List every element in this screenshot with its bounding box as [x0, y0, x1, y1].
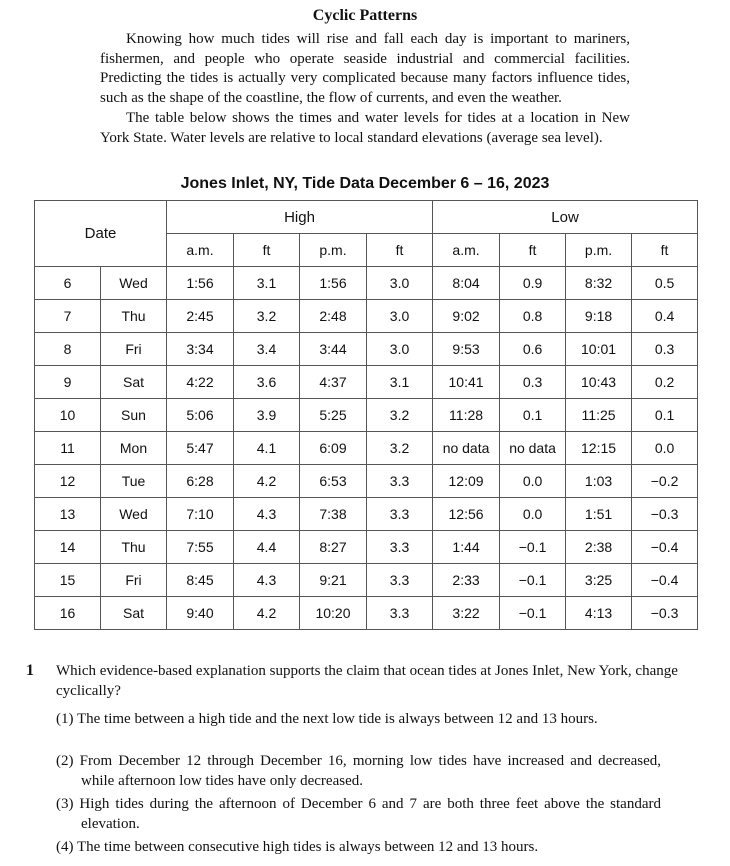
high-pm-level-cell: 3.2 — [367, 399, 433, 432]
low-pm-time-cell: 10:01 — [566, 333, 632, 366]
low-am-level-cell: −0.1 — [500, 597, 566, 630]
high-am-level-cell: 3.2 — [234, 300, 300, 333]
high-am-time-cell: 8:45 — [167, 564, 234, 597]
low-am-level-cell: −0.1 — [500, 564, 566, 597]
low-pm-time-cell: 1:51 — [566, 498, 632, 531]
low-pm-level-cell: 0.2 — [632, 366, 698, 399]
low-am-time-cell: 11:28 — [433, 399, 500, 432]
low-am-time-cell: 9:53 — [433, 333, 500, 366]
high-pm-level-cell: 3.3 — [367, 564, 433, 597]
high-pm-time-cell: 9:21 — [300, 564, 367, 597]
weekday-cell: Tue — [101, 465, 167, 498]
date-header: Date — [35, 201, 167, 267]
low-am-time-cell: 3:22 — [433, 597, 500, 630]
high-pm-header: p.m. — [300, 234, 367, 267]
day-number-cell: 6 — [35, 267, 101, 300]
high-am-level-cell: 4.1 — [234, 432, 300, 465]
day-number-cell: 13 — [35, 498, 101, 531]
low-pm-level-cell: 0.4 — [632, 300, 698, 333]
high-pm-level-cell: 3.3 — [367, 498, 433, 531]
low-pm-time-cell: 8:32 — [566, 267, 632, 300]
low-am-level-cell: 0.1 — [500, 399, 566, 432]
day-number-cell: 10 — [35, 399, 101, 432]
day-number-cell: 7 — [35, 300, 101, 333]
high-am-level-cell: 3.6 — [234, 366, 300, 399]
high-header: High — [167, 201, 433, 234]
high-pm-level-cell: 3.0 — [367, 300, 433, 333]
day-number-cell: 11 — [35, 432, 101, 465]
day-number-cell: 15 — [35, 564, 101, 597]
low-header: Low — [433, 201, 698, 234]
high-am-time-cell: 5:06 — [167, 399, 234, 432]
weekday-cell: Wed — [101, 267, 167, 300]
table-row — [35, 333, 698, 366]
high-am-level-cell: 4.3 — [234, 564, 300, 597]
answer-option-3[interactable]: (3) High tides during the afternoon of December 6 and 7 are both three feet above the standard elevation. — [56, 796, 661, 832]
high-am-level-cell: 4.2 — [234, 597, 300, 630]
weekday-cell: Sat — [101, 597, 167, 630]
low-pm-time-cell: 3:25 — [566, 564, 632, 597]
low-pm-level-cell: −0.4 — [632, 531, 698, 564]
low-pm-level-cell: 0.5 — [632, 267, 698, 300]
high-pm-time-cell: 6:53 — [300, 465, 367, 498]
table-description-text: The table below shows the times and water levels for tides at a location in New York State. Water levels are relative to local standard elevations (average sea level). — [100, 110, 630, 146]
high-pm-level-cell: 3.3 — [367, 531, 433, 564]
low-am-time-cell: 1:44 — [433, 531, 500, 564]
question-stem: Which evidence-based explanation supports the claim that ocean tides at Jones Inlet, New York, change cyclically? — [56, 663, 678, 699]
day-number-cell: 14 — [35, 531, 101, 564]
low-am-time-cell: 12:09 — [433, 465, 500, 498]
low-pm-level-cell: 0.1 — [632, 399, 698, 432]
high-am-level-cell: 4.4 — [234, 531, 300, 564]
high-am-time-cell: 9:40 — [167, 597, 234, 630]
high-am-time-cell: 2:45 — [167, 300, 234, 333]
high-pm-level-cell: 3.3 — [367, 597, 433, 630]
low-pm-time-cell: 1:03 — [566, 465, 632, 498]
table-body — [35, 267, 698, 630]
high-pm-time-cell: 6:09 — [300, 432, 367, 465]
low-am-time-cell: 12:56 — [433, 498, 500, 531]
low-am-time-cell: 9:02 — [433, 300, 500, 333]
table-row — [35, 267, 698, 300]
table-description-paragraph — [100, 109, 630, 148]
weekday-cell: Sun — [101, 399, 167, 432]
low-am-time-cell: no data — [433, 432, 500, 465]
low-am-level-cell: 0.6 — [500, 333, 566, 366]
weekday-cell: Fri — [101, 333, 167, 366]
weekday-cell: Wed — [101, 498, 167, 531]
high-pm-level-cell: 3.1 — [367, 366, 433, 399]
weekday-cell: Mon — [101, 432, 167, 465]
day-number-cell: 8 — [35, 333, 101, 366]
low-am-level-cell: −0.1 — [500, 531, 566, 564]
high-am-time-cell: 6:28 — [167, 465, 234, 498]
table-row — [35, 531, 698, 564]
low-pm-level-cell: −0.3 — [632, 498, 698, 531]
high-am-time-cell: 7:55 — [167, 531, 234, 564]
high-am-time-cell: 7:10 — [167, 498, 234, 531]
low-am-time-cell: 10:41 — [433, 366, 500, 399]
day-number-cell: 12 — [35, 465, 101, 498]
low-am-time-cell: 2:33 — [433, 564, 500, 597]
table-row — [35, 465, 698, 498]
table-row — [35, 597, 698, 630]
table-row — [35, 498, 698, 531]
high-pm-time-cell: 1:56 — [300, 267, 367, 300]
low-pm-time-cell: 12:15 — [566, 432, 632, 465]
low-am-level-cell: 0.0 — [500, 498, 566, 531]
answer-option-1[interactable]: (1) The time between a high tide and the next low tide is always between 12 and 13 hours. — [56, 711, 598, 727]
low-pm-level-cell: −0.2 — [632, 465, 698, 498]
tide-data-table — [34, 200, 698, 630]
high-pm-ft-header: ft — [367, 234, 433, 267]
table-row — [35, 432, 698, 465]
high-am-level-cell: 3.4 — [234, 333, 300, 366]
low-pm-time-cell: 2:38 — [566, 531, 632, 564]
low-pm-header: p.m. — [566, 234, 632, 267]
low-am-time-cell: 8:04 — [433, 267, 500, 300]
high-pm-time-cell: 3:44 — [300, 333, 367, 366]
weekday-cell: Thu — [101, 300, 167, 333]
high-pm-time-cell: 8:27 — [300, 531, 367, 564]
weekday-cell: Sat — [101, 366, 167, 399]
low-am-level-cell: 0.9 — [500, 267, 566, 300]
high-am-level-cell: 4.2 — [234, 465, 300, 498]
weekday-cell: Thu — [101, 531, 167, 564]
weekday-cell: Fri — [101, 564, 167, 597]
low-am-level-cell: 0.0 — [500, 465, 566, 498]
high-am-level-cell: 4.3 — [234, 498, 300, 531]
intro-paragraph-text: Knowing how much tides will rise and fall each day is important to mariners, fishermen, and people who operate seaside industrial and commercial facilities. Predicting the tides is actually very complicated because many factors influence tides, such as the shape of the coastline, the flow of currents, and even the weather. — [100, 31, 630, 106]
question-number: 1 — [26, 662, 34, 679]
high-am-time-cell: 1:56 — [167, 267, 234, 300]
table-row — [35, 399, 698, 432]
high-pm-time-cell: 2:48 — [300, 300, 367, 333]
table-row — [35, 300, 698, 333]
answer-option-2[interactable]: (2) From December 12 through December 16, morning low tides have increased and decreased, while afternoon low tides have only decreased. — [56, 753, 661, 789]
low-pm-time-cell: 4:13 — [566, 597, 632, 630]
high-pm-level-cell: 3.2 — [367, 432, 433, 465]
high-am-time-cell: 3:34 — [167, 333, 234, 366]
day-number-cell: 16 — [35, 597, 101, 630]
high-am-level-cell: 3.9 — [234, 399, 300, 432]
table-row — [35, 564, 698, 597]
low-am-ft-header: ft — [500, 234, 566, 267]
table-row — [35, 366, 698, 399]
low-pm-level-cell: −0.3 — [632, 597, 698, 630]
low-pm-time-cell: 9:18 — [566, 300, 632, 333]
high-am-time-cell: 4:22 — [167, 366, 234, 399]
low-am-level-cell: 0.8 — [500, 300, 566, 333]
high-pm-level-cell: 3.0 — [367, 267, 433, 300]
page-title: Cyclic Patterns — [312, 7, 418, 24]
high-am-ft-header: ft — [234, 234, 300, 267]
high-pm-time-cell: 4:37 — [300, 366, 367, 399]
high-pm-level-cell: 3.0 — [367, 333, 433, 366]
low-pm-time-cell: 10:43 — [566, 366, 632, 399]
low-am-level-cell: no data — [500, 432, 566, 465]
high-pm-level-cell: 3.3 — [367, 465, 433, 498]
low-pm-time-cell: 11:25 — [566, 399, 632, 432]
low-pm-level-cell: 0.0 — [632, 432, 698, 465]
high-am-time-cell: 5:47 — [167, 432, 234, 465]
low-am-header: a.m. — [433, 234, 500, 267]
high-am-header: a.m. — [167, 234, 234, 267]
high-pm-time-cell: 7:38 — [300, 498, 367, 531]
low-pm-ft-header: ft — [632, 234, 698, 267]
answer-option-4[interactable]: (4) The time between consecutive high tides is always between 12 and 13 hours. — [56, 839, 539, 855]
high-am-level-cell: 3.1 — [234, 267, 300, 300]
low-pm-level-cell: 0.3 — [632, 333, 698, 366]
intro-paragraph — [100, 30, 630, 108]
table-title: Jones Inlet, NY, Tide Data December 6 – 16, 2023 — [180, 175, 550, 192]
low-am-level-cell: 0.3 — [500, 366, 566, 399]
low-pm-level-cell: −0.4 — [632, 564, 698, 597]
high-pm-time-cell: 5:25 — [300, 399, 367, 432]
day-number-cell: 9 — [35, 366, 101, 399]
high-pm-time-cell: 10:20 — [300, 597, 367, 630]
